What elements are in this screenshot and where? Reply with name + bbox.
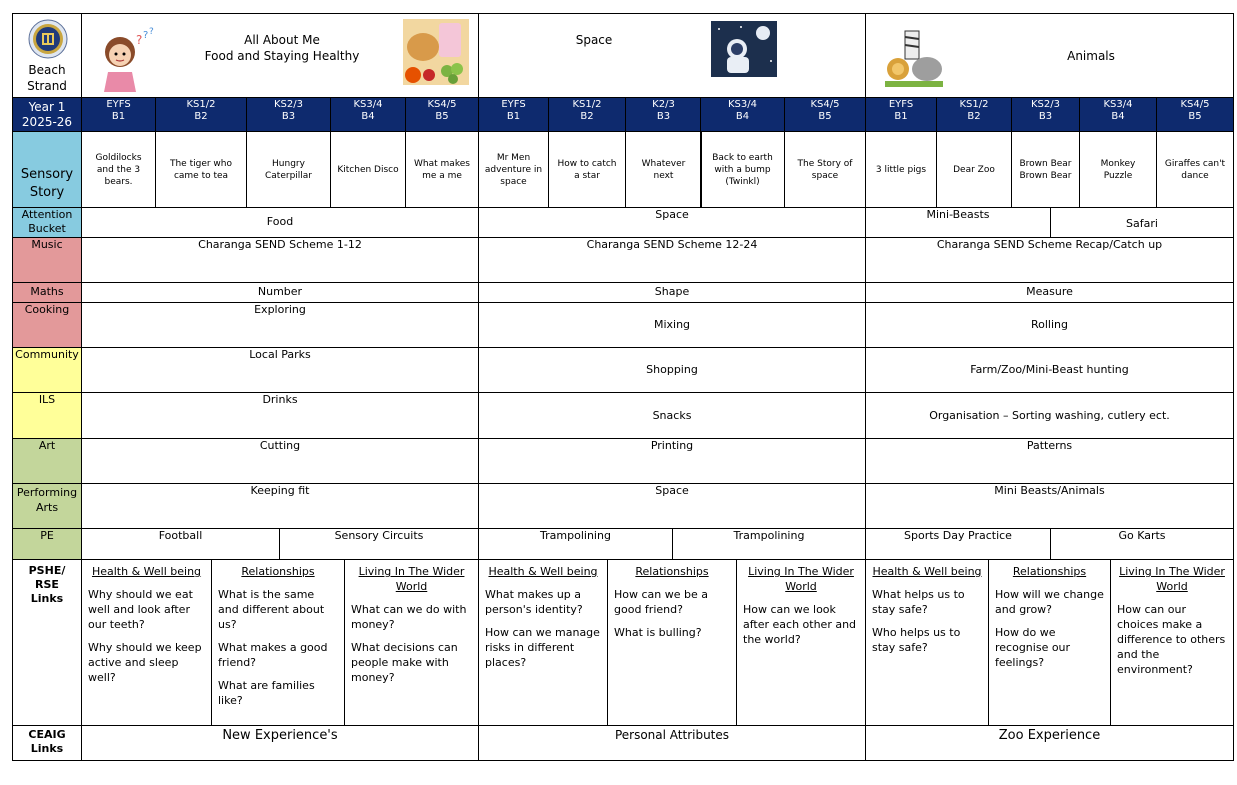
sensory-story-cell: Hungry Caterpillar [246,131,331,208]
school-name: Beach Strand [27,63,67,93]
pshe-cell [81,559,212,726]
level-stage: KS2/3 [274,99,303,110]
level-stage: EYFS [106,99,131,110]
level-book: B2 [580,111,594,122]
row-label-pshe: PSHE/ RSE Links [12,559,82,726]
community-term2: Shopping [478,347,866,393]
pshe-question: Who helps us to stay safe? [872,626,961,654]
level-header [865,97,937,132]
term1-header [81,13,479,98]
svg-text:?: ? [149,27,154,37]
music-term1: Charanga SEND Scheme 1-12 [81,237,479,283]
cooking-term3: Rolling [865,302,1234,348]
attention-term3b: Safari [1050,207,1234,238]
level-stage: KS4/5 [810,99,840,110]
term1-title-line1: All About Me [244,33,320,47]
level-stage: KS3/4 [728,99,757,110]
maths-term1: Number [81,282,479,303]
level-book: B4 [1111,111,1125,122]
pshe-question: What can we do with money? [351,603,467,631]
food-picture-icon [403,19,469,85]
pe-cell-2: Sensory Circuits [279,528,479,560]
sensory-story-cell: Giraffes can't dance [1156,131,1234,208]
art-term3: Patterns [865,438,1234,484]
ils-term3: Organisation – Sorting washing, cutlery ect. [865,392,1234,439]
pe-cell-3: Trampolining [478,528,673,560]
level-stage: KS2/3 [1031,99,1060,110]
term2-header [478,13,866,98]
attention-term1: Food [81,207,479,238]
level-book: B2 [194,111,208,122]
pshe-question: How can our choices make a difference to others and the environment? [1117,603,1226,676]
pshe-cell [736,559,866,726]
cooking-term1: Exploring [81,302,479,348]
level-stage: EYFS [501,99,526,110]
pshe-question: What is bulling? [614,626,702,639]
pe-cell-1: Football [81,528,280,560]
term1-title-line2: Food and Staying Healthy [204,49,360,63]
pshe-question: How do we recognise our feelings? [995,626,1071,669]
row-label-pe: PE [12,528,82,560]
level-stage: KS1/2 [186,99,216,110]
pshe-cell [607,559,737,726]
school-cell [12,13,82,98]
sensory-story-cell: 3 little pigs [865,131,937,208]
music-term3: Charanga SEND Scheme Recap/Catch up [865,237,1234,283]
pe-cell-5: Sports Day Practice [865,528,1051,560]
level-book: B2 [967,111,981,122]
animals-picture-icon [885,29,943,87]
ceaig-term1: New Experience's [81,725,479,761]
level-header [1156,97,1234,132]
ceaig-term2: Personal Attributes [478,725,866,761]
level-header [1079,97,1157,132]
sensory-story-cell: Kitchen Disco [330,131,406,208]
maths-term3: Measure [865,282,1234,303]
art-term1: Cutting [81,438,479,484]
cooking-term2: Mixing [478,302,866,348]
year-dates: 2025-26 [21,115,73,129]
row-label-cooking: Cooking [12,302,82,348]
term3-header [865,13,1234,98]
row-label-sensory-story: Sensory Story [12,131,82,208]
level-stage: K2/3 [652,99,675,110]
school-logo-icon [28,19,68,59]
term2-title: Space [575,33,613,47]
pshe-topic: Relationships [1012,565,1087,578]
sensory-story-cell: Dear Zoo [936,131,1012,208]
level-stage: KS3/4 [353,99,383,110]
community-term1: Local Parks [81,347,479,393]
pshe-question: What makes up a person's identity? [485,588,583,616]
pshe-question: What are families like? [218,679,315,707]
community-term3: Farm/Zoo/Mini-Beast hunting [865,347,1234,393]
pshe-topic: Relationships [241,565,315,578]
pshe-question: What makes a good friend? [218,641,328,669]
sensory-story-cell: Goldilocks and the 3 bears. [81,131,156,208]
pshe-cell [988,559,1111,726]
sensory-story-cell: How to catch a star [548,131,626,208]
performing-term1: Keeping fit [81,483,479,529]
year-label [12,97,82,132]
sensory-story-cell: Back to earth with a bump (Twinkl) [700,131,785,208]
level-book: B3 [656,111,671,122]
level-header [936,97,1012,132]
term3-title: Animals [1067,49,1115,63]
sensory-story-cell: What makes me a me [405,131,479,208]
level-header [246,97,331,132]
performing-term3: Mini Beasts/Animals [865,483,1234,529]
pshe-question: How can we manage risks in different places? [485,626,600,669]
term1-title [192,32,372,64]
level-book: B3 [281,111,296,122]
pe-cell-4: Trampolining [672,528,866,560]
sensory-story-cell: The tiger who came to tea [155,131,247,208]
pshe-topic: Relationships [635,565,709,578]
art-term2: Printing [478,438,866,484]
row-label-attention: Attention Bucket [12,207,82,238]
level-header [155,97,247,132]
attention-term3a: Mini-Beasts [865,207,1051,238]
pshe-topic: Living In The Wider World [1119,565,1225,593]
level-book: B1 [506,111,521,122]
pshe-topic: Living In The Wider World [358,565,465,593]
pshe-question: How can we look after each other and the world? [743,603,857,646]
level-stage: KS4/5 [427,99,457,110]
level-stage: KS1/2 [959,99,989,110]
row-label-art: Art [12,438,82,484]
ceaig-term3: Zoo Experience [865,725,1234,761]
pshe-cell [344,559,479,726]
maths-term2: Shape [478,282,866,303]
pshe-cell [211,559,345,726]
pshe-topic: Health & Well being [91,565,202,578]
row-label-ceaig: CEAIG Links [12,725,82,761]
row-label-maths: Maths [12,282,82,303]
pshe-question: How can we be a good friend? [614,588,708,616]
row-label-community: Community [12,347,82,393]
level-book: B4 [361,111,375,122]
level-stage: KS1/2 [572,99,602,110]
pshe-topic: Living In The Wider World [748,565,854,593]
pshe-topic: Health & Well being [872,565,982,578]
pshe-question: What decisions can people make with money? [351,641,458,684]
level-stage: KS3/4 [1103,99,1133,110]
performing-term2: Space [478,483,866,529]
ils-term2: Snacks [478,392,866,439]
level-book: B4 [735,111,750,122]
row-label-music: Music [12,237,82,283]
pshe-question: Why should we keep active and sleep well? [88,641,202,684]
pshe-question: Why should we eat well and look after our teeth? [88,588,193,631]
astronaut-picture-icon [711,21,777,77]
level-header [700,97,785,132]
pshe-topic: Health & Well being [488,565,598,578]
sensory-story-cell: Whatever next [625,131,702,208]
sensory-story-cell: Brown Bear Brown Bear [1011,131,1080,208]
ils-term1: Drinks [81,392,479,439]
pe-cell-6: Go Karts [1050,528,1234,560]
sensory-story-cell: The Story of space [784,131,866,208]
level-header [625,97,702,132]
pshe-question: What helps us to stay safe? [872,588,965,616]
row-label-ils: ILS [12,392,82,439]
level-header [81,97,156,132]
level-header [478,97,549,132]
svg-text:?: ? [143,30,149,41]
level-book: B1 [894,111,908,122]
pshe-cell [1110,559,1234,726]
level-book: B3 [1038,111,1053,122]
attention-term2: Space [478,207,866,238]
level-book: B1 [111,111,126,122]
row-label-performing: Performing Arts [12,483,82,529]
pshe-cell [478,559,608,726]
svg-text:?: ? [136,33,143,47]
level-book: B5 [435,111,449,122]
pshe-question: What is the same and different about us? [218,588,325,631]
level-header [1011,97,1080,132]
level-header [784,97,866,132]
level-header [330,97,406,132]
sensory-story-cell: Mr Men adventure in space [478,131,549,208]
music-term2: Charanga SEND Scheme 12-24 [478,237,866,283]
level-book: B5 [1188,111,1202,122]
level-header [405,97,479,132]
pshe-cell [865,559,989,726]
level-stage: KS4/5 [1180,99,1210,110]
year-name: Year 1 [28,100,66,114]
girl-thinking-icon [96,22,156,94]
level-book: B5 [818,111,832,122]
level-stage: EYFS [888,99,914,110]
pshe-question: How will we change and grow? [995,588,1104,616]
sensory-story-cell: Monkey Puzzle [1079,131,1157,208]
level-header [548,97,626,132]
